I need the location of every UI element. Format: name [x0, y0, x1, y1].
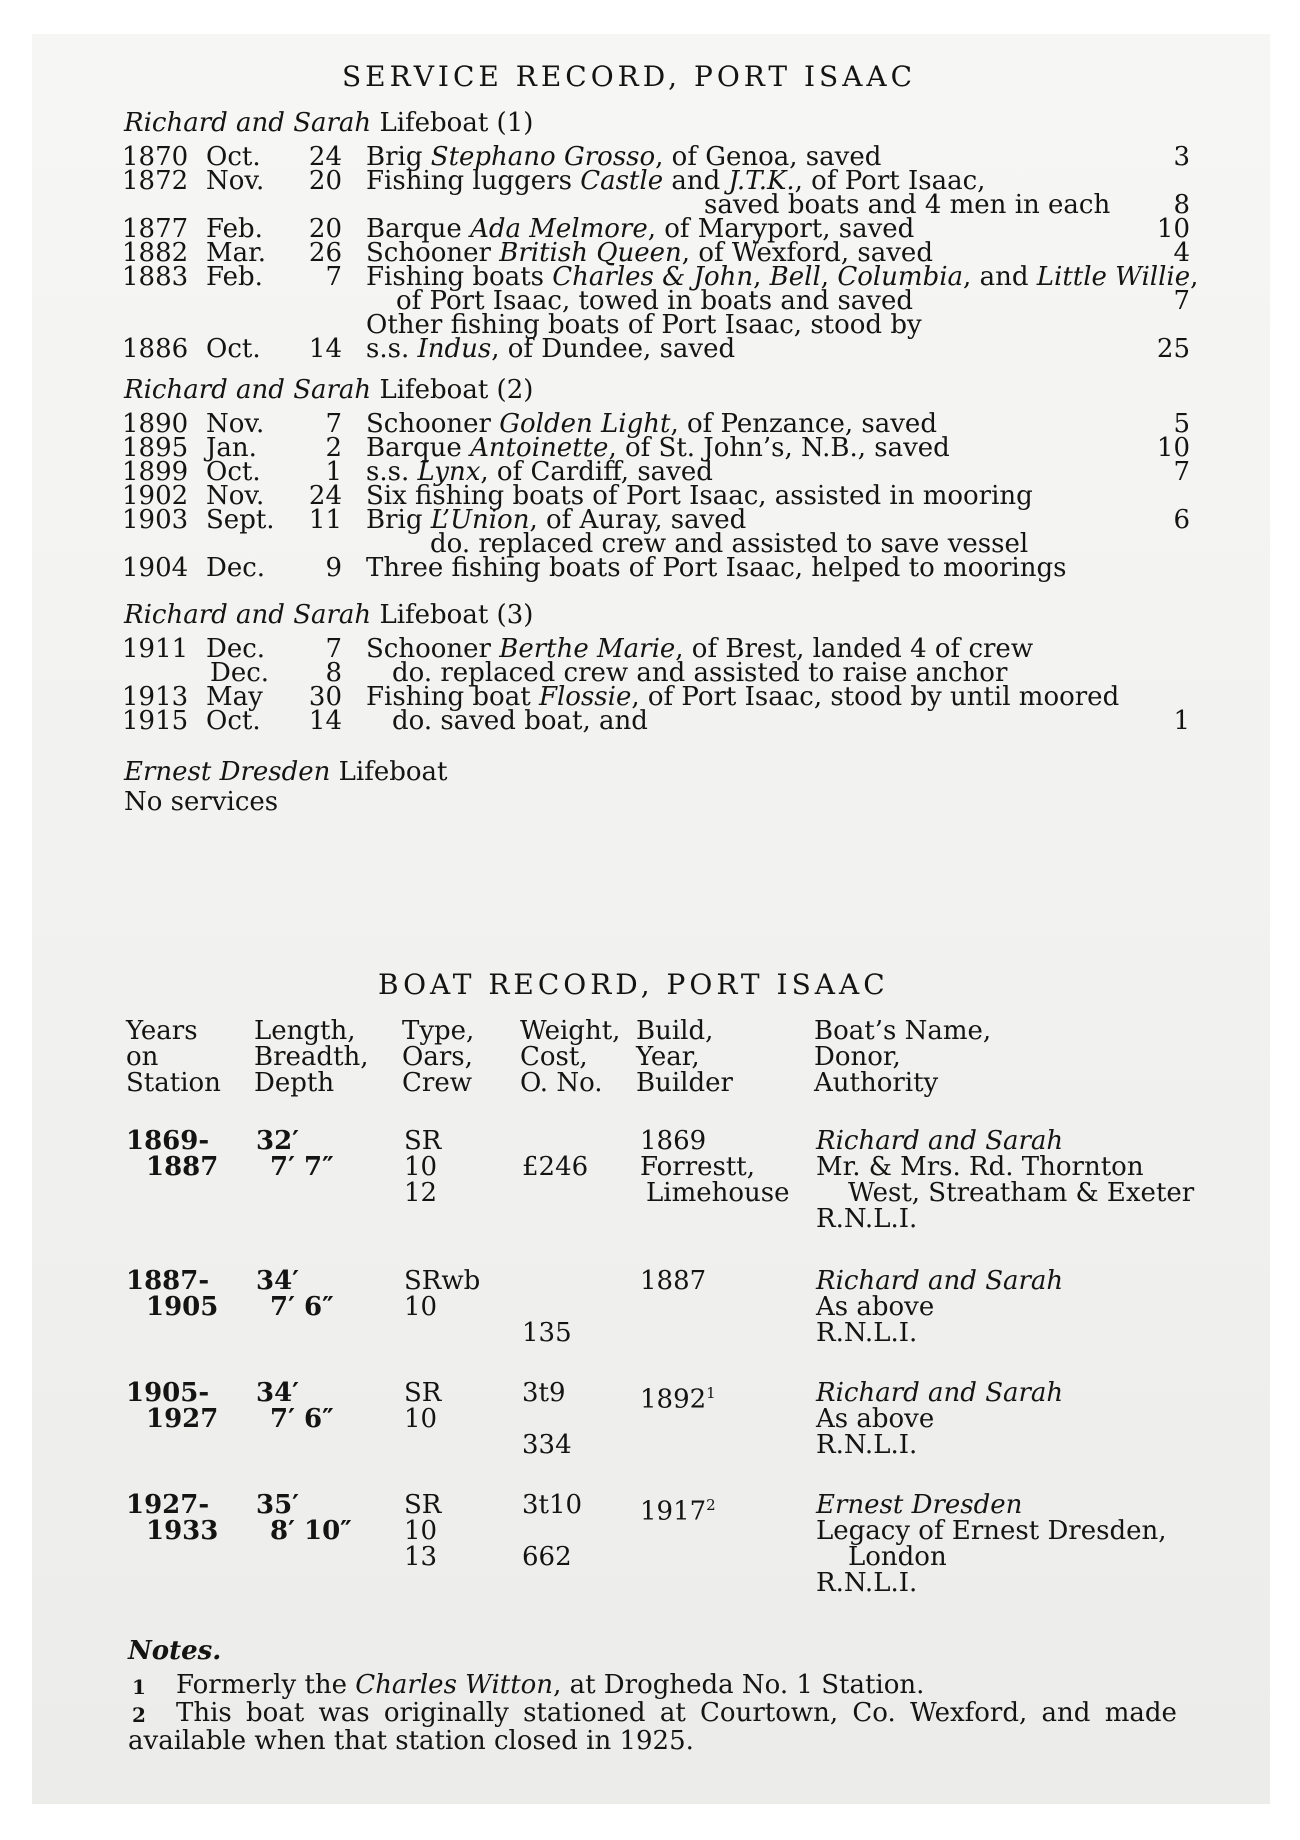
length-breadth: 34′	[256, 1378, 300, 1408]
vessel-name: Flossie	[538, 682, 632, 712]
text-fragment: , of Auray, saved	[529, 505, 747, 535]
text-fragment: , and	[963, 262, 1037, 292]
type-oars-crew: SR	[404, 1126, 442, 1156]
vessel-name: Little Willie	[1036, 262, 1191, 292]
build-info: 1887	[640, 1266, 707, 1296]
vessel-name: Ada Melmore	[470, 214, 648, 244]
footnote-marker: 1	[132, 1675, 146, 1699]
years-on-station: 1927-	[126, 1490, 210, 1520]
service-month: Nov.	[206, 481, 265, 511]
text-fragment: Brig	[366, 505, 431, 535]
type-oars-crew: 10	[404, 1152, 438, 1182]
donor-authority: Legacy of Ernest Dresden,	[816, 1516, 1167, 1546]
build-header: Build,	[636, 1016, 714, 1046]
length-breadth: 7′ 7″	[270, 1152, 334, 1182]
service-month: Nov.	[206, 166, 265, 196]
vessel-name: Berthe Marie	[499, 634, 676, 664]
service-description-cont: of Port Isaac, towed in boats and saved	[396, 286, 914, 316]
service-month: Sept.	[206, 505, 275, 535]
donor-authority: As above	[816, 1404, 935, 1434]
notes-heading: Notes.	[128, 1636, 222, 1666]
service-day: 1	[325, 457, 342, 487]
donor-authority: R.N.L.I.	[816, 1204, 918, 1234]
boat-name: Richard and Sarah	[816, 1126, 1064, 1156]
type-header: Type,	[402, 1016, 475, 1046]
service-year: 1913	[122, 682, 189, 712]
service-month: Oct.	[206, 706, 261, 736]
no-services-text	[124, 787, 278, 817]
build-header: Year,	[636, 1042, 700, 1072]
lifeboat-name: Ernest Dresden	[124, 757, 331, 787]
lifeboat-suffix: Lifeboat (3)	[371, 600, 534, 630]
years-header: Years	[126, 1016, 198, 1046]
service-year: 1890	[122, 409, 189, 439]
service-day: 7	[325, 634, 342, 664]
service-month: Oct.	[206, 457, 261, 487]
boat-name: Richard and Sarah	[816, 1266, 1064, 1296]
service-day: 2	[325, 433, 342, 463]
length-breadth: 34′	[256, 1266, 300, 1296]
weight-cost-ono: 135	[522, 1318, 572, 1348]
service-day: 11	[308, 505, 342, 535]
text-fragment: Three fishing boats of Port Isaac, helped to moorings	[366, 553, 1067, 583]
footnote-text: This boat was originally stationed at Courtown, Co. Wexford, and made	[176, 1698, 1177, 1728]
build-info: Limehouse	[646, 1178, 790, 1208]
service-month: Dec.	[210, 658, 270, 688]
service-year: 1902	[122, 481, 189, 511]
dimensions-header: Length,	[254, 1016, 356, 1046]
lifeboat-heading	[124, 757, 447, 787]
lives-saved: 10	[1156, 214, 1190, 244]
text-fragment: , of Dundee, saved	[491, 334, 736, 364]
text-fragment: , of St. John’s, N.B., saved	[608, 433, 950, 463]
lives-saved: 5	[1173, 409, 1190, 439]
text-fragment: Fishing boat	[366, 682, 539, 712]
text-fragment: do. saved boat, and	[392, 706, 648, 736]
text-fragment: Brig	[366, 142, 431, 172]
service-year: 1895	[122, 433, 189, 463]
text-fragment: Other fishing boats of Port Isaac, stood by	[366, 310, 922, 340]
text-fragment: ,	[820, 262, 838, 292]
footnote-ref: 2	[706, 1496, 716, 1514]
text-fragment: ,	[753, 262, 770, 292]
text-fragment: , of Brest, landed 4 of crew	[675, 634, 1034, 664]
build-year	[640, 1490, 716, 1527]
text-fragment: do. replaced crew and assisted to save vessel	[430, 529, 1029, 559]
vessel-name: Castle	[580, 166, 664, 196]
donor-authority: R.N.L.I.	[816, 1430, 918, 1460]
lives-saved: 7	[1173, 286, 1190, 316]
build-info: 1869	[640, 1126, 707, 1156]
service-day: 7	[325, 262, 342, 292]
type-oars-crew: SR	[404, 1490, 442, 1520]
type-header: Crew	[402, 1068, 472, 1098]
years-header: on	[126, 1042, 159, 1072]
vessel-name: Indus	[417, 334, 492, 364]
lifeboat-suffix: Lifeboat (2)	[371, 375, 534, 405]
type-oars-crew: SR	[404, 1378, 442, 1408]
length-breadth: 7′ 6″	[270, 1292, 334, 1322]
service-year: 1883	[122, 262, 189, 292]
donor-authority: R.N.L.I.	[816, 1318, 918, 1348]
service-day: 8	[325, 658, 342, 688]
text-fragment: Fishing boats	[366, 262, 553, 292]
lifeboat-name: Richard and Sarah	[124, 108, 372, 138]
years-on-station: 1869-	[126, 1126, 210, 1156]
service-month: Dec.	[206, 553, 266, 583]
weight-cost-ono: 3t9	[522, 1378, 566, 1408]
build-year-value: 1892	[640, 1384, 707, 1415]
dimensions-header: Breadth,	[254, 1042, 369, 1072]
text-fragment: , of Port Isaac, stood by until moored	[631, 682, 1120, 712]
text-fragment: Fishing luggers	[366, 166, 581, 196]
type-header: Oars,	[402, 1042, 473, 1072]
dimensions-header: Depth	[254, 1068, 335, 1098]
text-fragment: , of Wexford, saved	[681, 238, 933, 268]
vessel-name: Columbia	[837, 262, 964, 292]
donor-authority: Mr. & Mrs. Rd. Thornton	[816, 1152, 1144, 1182]
text-fragment: ,	[1190, 262, 1199, 292]
text-fragment: , of Penzance, saved	[670, 409, 937, 439]
service-day: 14	[308, 706, 342, 736]
service-year: 1882	[122, 238, 189, 268]
service-day: 20	[308, 166, 342, 196]
text-fragment: , of Genoa, saved	[655, 142, 882, 172]
lives-saved: 4	[1173, 238, 1190, 268]
weight-cost-ono: £246	[522, 1152, 589, 1182]
service-year: 1915	[122, 706, 189, 736]
service-day: 20	[308, 214, 342, 244]
vessel-name: Stephano Grosso	[430, 142, 656, 172]
service-year: 1872	[122, 166, 189, 196]
service-day: 9	[325, 553, 342, 583]
text-fragment: , of Port Isaac,	[794, 166, 986, 196]
service-month: Mar.	[206, 238, 266, 268]
service-day: 7	[325, 409, 342, 439]
service-day: 24	[308, 481, 342, 511]
text-fragment: Schooner	[366, 238, 500, 268]
vessel-name: Antoinette	[470, 433, 609, 463]
type-oars-crew: 10	[404, 1404, 438, 1434]
lives-saved: 7	[1173, 457, 1190, 487]
years-on-station: 1887	[146, 1152, 219, 1182]
weight-header: Weight,	[520, 1016, 621, 1046]
vessel-name: J.T.K.	[728, 166, 795, 196]
weight-cost-ono: 3t10	[522, 1490, 583, 1520]
text-fragment: Schooner	[366, 409, 500, 439]
vessel-name: L’Union	[430, 505, 530, 535]
service-month: Oct.	[206, 142, 261, 172]
boat-name-header: Authority	[814, 1068, 939, 1098]
lifeboat-name: Richard and Sarah	[124, 375, 372, 405]
years-on-station: 1905	[146, 1292, 219, 1322]
footnote-text	[176, 1670, 924, 1700]
years-on-station: 1927	[146, 1404, 219, 1434]
lives-saved: 25	[1156, 334, 1190, 364]
service-month: Feb.	[206, 262, 263, 292]
service-description-cont: saved boats and 4 men in each	[704, 190, 1111, 220]
build-info: Forrestt,	[640, 1152, 756, 1182]
years-on-station: 1905-	[126, 1378, 210, 1408]
vessel-name: Lynx	[417, 457, 481, 487]
service-year: 1903	[122, 505, 189, 535]
boat-name-header: Donor,	[814, 1042, 901, 1072]
lifeboat-heading	[124, 108, 533, 138]
lifeboat-suffix: Lifeboat (1)	[371, 108, 534, 138]
build-year	[640, 1378, 716, 1415]
build-year-value: 1917	[640, 1496, 707, 1527]
type-oars-crew: 13	[404, 1542, 438, 1572]
boat-record-title: BOAT RECORD, PORT ISAAC	[378, 968, 889, 1001]
donor-authority: As above	[816, 1292, 935, 1322]
lifeboat-heading	[124, 600, 533, 630]
weight-header: Cost,	[520, 1042, 588, 1072]
weight-header: O. No.	[520, 1068, 603, 1098]
length-breadth: 35′	[256, 1490, 300, 1520]
text-fragment: and	[663, 166, 729, 196]
donor-authority: R.N.L.I.	[816, 1568, 918, 1598]
service-description	[392, 706, 648, 736]
length-breadth: 8′ 10″	[270, 1516, 352, 1546]
service-year: 1904	[122, 553, 189, 583]
lifeboat-name: Richard and Sarah	[124, 600, 372, 630]
boat-name-header: Boat’s Name,	[814, 1016, 992, 1046]
vessel-name: Charles Witton	[355, 1670, 554, 1700]
vessel-name: Charles & John	[552, 262, 754, 292]
text-fragment: s.s.	[366, 457, 418, 487]
service-day: 26	[308, 238, 342, 268]
years-on-station: 1933	[146, 1516, 219, 1546]
lives-saved: 10	[1156, 433, 1190, 463]
years-on-station: 1887-	[126, 1266, 210, 1296]
service-day: 30	[308, 682, 342, 712]
length-breadth: 7′ 6″	[270, 1404, 334, 1434]
text-fragment: Six fishing boats of Port Isaac, assisted in mooring	[366, 481, 1033, 511]
build-header: Builder	[636, 1068, 733, 1098]
service-record-title: SERVICE RECORD, PORT ISAAC	[342, 60, 917, 93]
text-fragment: , at Drogheda No. 1 Station.	[553, 1670, 925, 1700]
text-fragment: s.s.	[366, 334, 418, 364]
service-month: Nov.	[206, 409, 265, 439]
donor-authority: London	[848, 1542, 947, 1572]
service-month: Jan.	[206, 433, 257, 463]
lifeboat-suffix: Lifeboat	[330, 757, 448, 787]
lives-saved: 6	[1173, 505, 1190, 535]
service-year: 1911	[122, 634, 189, 664]
type-oars-crew: 10	[404, 1516, 438, 1546]
years-header: Station	[126, 1068, 221, 1098]
vessel-name: British Queen	[499, 238, 682, 268]
service-year: 1899	[122, 457, 189, 487]
lives-saved: 3	[1173, 142, 1190, 172]
lives-saved: 8	[1173, 190, 1190, 220]
lifeboat-heading	[124, 375, 533, 405]
service-year: 1870	[122, 142, 189, 172]
text-fragment: , of Maryport, saved	[647, 214, 915, 244]
service-year: 1886	[122, 334, 189, 364]
type-oars-crew: SRwb	[404, 1266, 481, 1296]
weight-cost-ono: 662	[522, 1542, 572, 1572]
type-oars-crew: 12	[404, 1178, 438, 1208]
vessel-name: Bell	[769, 262, 821, 292]
text-fragment: , of Cardiff, saved	[480, 457, 713, 487]
service-description	[366, 334, 735, 364]
boat-name: Richard and Sarah	[816, 1378, 1064, 1408]
vessel-name: Golden Light	[499, 409, 671, 439]
footnote-marker: 2	[132, 1703, 146, 1727]
boat-name: Ernest Dresden	[816, 1490, 1023, 1520]
weight-cost-ono: 334	[522, 1430, 572, 1460]
service-year: 1877	[122, 214, 189, 244]
service-month: Dec.	[206, 634, 266, 664]
donor-authority: West, Streatham & Exeter	[848, 1178, 1195, 1208]
service-day: 14	[308, 334, 342, 364]
service-description	[366, 553, 1066, 583]
footnote-text: available when that station closed in 1925.	[128, 1726, 694, 1756]
text-fragment: Formerly the	[176, 1670, 356, 1700]
text-fragment: Schooner	[366, 634, 500, 664]
text-fragment: Barque	[366, 214, 471, 244]
footnote-ref: 1	[706, 1384, 716, 1402]
text-fragment: Barque	[366, 433, 471, 463]
length-breadth: 32′	[256, 1126, 300, 1156]
type-oars-crew: 10	[404, 1292, 438, 1322]
service-month: Oct.	[206, 334, 261, 364]
service-month: Feb.	[206, 214, 263, 244]
lives-saved: 1	[1173, 706, 1190, 736]
text-fragment: No services	[124, 787, 279, 817]
service-month: May	[206, 682, 263, 712]
text-fragment: do. replaced crew and assisted to raise anchor	[392, 658, 1008, 688]
service-day: 24	[308, 142, 342, 172]
